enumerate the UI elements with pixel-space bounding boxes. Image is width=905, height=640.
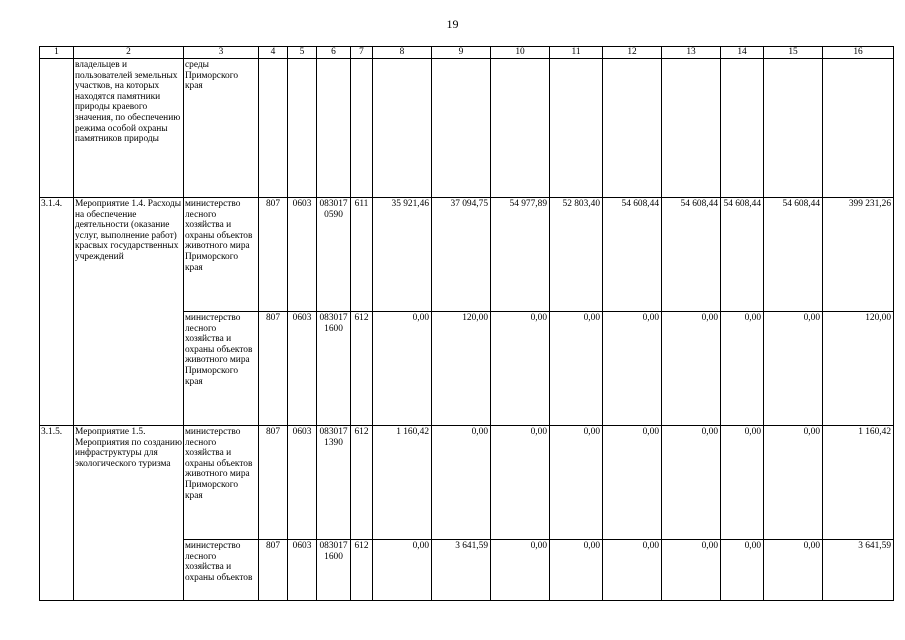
value-cell: 0,00 xyxy=(491,312,550,426)
item-number xyxy=(40,59,74,198)
col-header: 15 xyxy=(764,47,823,59)
executor: министерство лесного хозяйства и охраны объектов животного мира Приморского края xyxy=(184,426,259,540)
budget-table xyxy=(39,46,894,601)
value-cell: 54 608,44 xyxy=(764,198,823,312)
code-grbs: 807 xyxy=(259,540,288,601)
col-header: 1 xyxy=(40,47,74,59)
value-cell: 54 608,44 xyxy=(603,198,662,312)
value-cell xyxy=(432,59,491,198)
col-header: 13 xyxy=(662,47,721,59)
code-target: 083017 0590 xyxy=(317,198,351,312)
total-cell: 120,00 xyxy=(823,312,894,426)
page-number: 19 xyxy=(446,17,459,31)
table-row xyxy=(40,59,894,198)
code-target: 083017 1600 xyxy=(317,540,351,601)
value-cell: 54 608,44 xyxy=(721,198,764,312)
item-name: Мероприятие 1.4. Расходы на обеспечение деятельности (оказание услуг, выполнение работ) красвых государственных учреждений xyxy=(74,198,184,426)
col-header: 10 xyxy=(491,47,550,59)
value-cell: 0,00 xyxy=(432,426,491,540)
col-header: 2 xyxy=(74,47,184,59)
code-section xyxy=(288,59,317,198)
col-header: 9 xyxy=(432,47,491,59)
col-header: 6 xyxy=(317,47,351,59)
code-section: 0603 xyxy=(288,426,317,540)
executor: среды Приморского края xyxy=(184,59,259,198)
code-type: 611 xyxy=(351,198,373,312)
col-header: 14 xyxy=(721,47,764,59)
code-grbs: 807 xyxy=(259,198,288,312)
table-row xyxy=(40,198,894,312)
executor: министерство лесного хозяйства и охраны объектов животного мира Приморского края xyxy=(184,312,259,426)
value-cell: 0,00 xyxy=(764,312,823,426)
value-cell: 0,00 xyxy=(721,426,764,540)
item-number: 3.1.4. xyxy=(40,198,74,426)
header-row xyxy=(40,47,894,59)
value-cell xyxy=(603,59,662,198)
code-grbs xyxy=(259,59,288,198)
value-cell xyxy=(373,59,432,198)
value-cell: 0,00 xyxy=(764,540,823,601)
value-cell xyxy=(662,59,721,198)
table-row xyxy=(40,426,894,540)
value-cell: 0,00 xyxy=(373,540,432,601)
item-name: владельцев и пользователей земельных участков, на которых находятся памятники природы краевого значения, по обеспечению режима особой охраны памятников природы xyxy=(74,59,184,198)
value-cell: 37 094,75 xyxy=(432,198,491,312)
value-cell: 0,00 xyxy=(662,540,721,601)
code-section: 0603 xyxy=(288,312,317,426)
value-cell xyxy=(721,59,764,198)
value-cell: 120,00 xyxy=(432,312,491,426)
value-cell: 0,00 xyxy=(721,312,764,426)
value-cell: 0,00 xyxy=(491,540,550,601)
col-header: 3 xyxy=(184,47,259,59)
col-header: 7 xyxy=(351,47,373,59)
code-type: 612 xyxy=(351,426,373,540)
code-type: 612 xyxy=(351,540,373,601)
col-header: 5 xyxy=(288,47,317,59)
col-header: 4 xyxy=(259,47,288,59)
value-cell: 3 641,59 xyxy=(432,540,491,601)
value-cell: 54 977,89 xyxy=(491,198,550,312)
total-cell: 3 641,59 xyxy=(823,540,894,601)
code-section: 0603 xyxy=(288,540,317,601)
value-cell xyxy=(550,59,603,198)
value-cell: 0,00 xyxy=(603,540,662,601)
value-cell: 0,00 xyxy=(603,312,662,426)
col-header: 8 xyxy=(373,47,432,59)
value-cell: 0,00 xyxy=(550,540,603,601)
value-cell: 54 608,44 xyxy=(662,198,721,312)
value-cell: 0,00 xyxy=(491,426,550,540)
code-grbs: 807 xyxy=(259,426,288,540)
code-target xyxy=(317,59,351,198)
item-number: 3.1.5. xyxy=(40,426,74,601)
col-header: 12 xyxy=(603,47,662,59)
value-cell: 0,00 xyxy=(764,426,823,540)
value-cell: 35 921,46 xyxy=(373,198,432,312)
col-header: 16 xyxy=(823,47,894,59)
value-cell: 0,00 xyxy=(550,312,603,426)
col-header: 11 xyxy=(550,47,603,59)
value-cell: 0,00 xyxy=(662,312,721,426)
value-cell: 1 160,42 xyxy=(373,426,432,540)
code-type xyxy=(351,59,373,198)
value-cell: 0,00 xyxy=(550,426,603,540)
value-cell: 0,00 xyxy=(373,312,432,426)
code-type: 612 xyxy=(351,312,373,426)
code-section: 0603 xyxy=(288,198,317,312)
value-cell: 0,00 xyxy=(662,426,721,540)
code-target: 083017 1600 xyxy=(317,312,351,426)
value-cell: 52 803,40 xyxy=(550,198,603,312)
total-cell xyxy=(823,59,894,198)
executor: министерство лесного хозяйства и охраны объектов животного мира Приморского края xyxy=(184,198,259,312)
value-cell: 0,00 xyxy=(721,540,764,601)
value-cell xyxy=(764,59,823,198)
code-grbs: 807 xyxy=(259,312,288,426)
item-name: Мероприятие 1.5. Мероприятия по созданию инфраструктуры для экологического туризма xyxy=(74,426,184,601)
total-cell: 399 231,26 xyxy=(823,198,894,312)
value-cell xyxy=(491,59,550,198)
executor: министерство лесного хозяйства и охраны объектов xyxy=(184,540,259,601)
code-target: 083017 1390 xyxy=(317,426,351,540)
value-cell: 0,00 xyxy=(603,426,662,540)
total-cell: 1 160,42 xyxy=(823,426,894,540)
